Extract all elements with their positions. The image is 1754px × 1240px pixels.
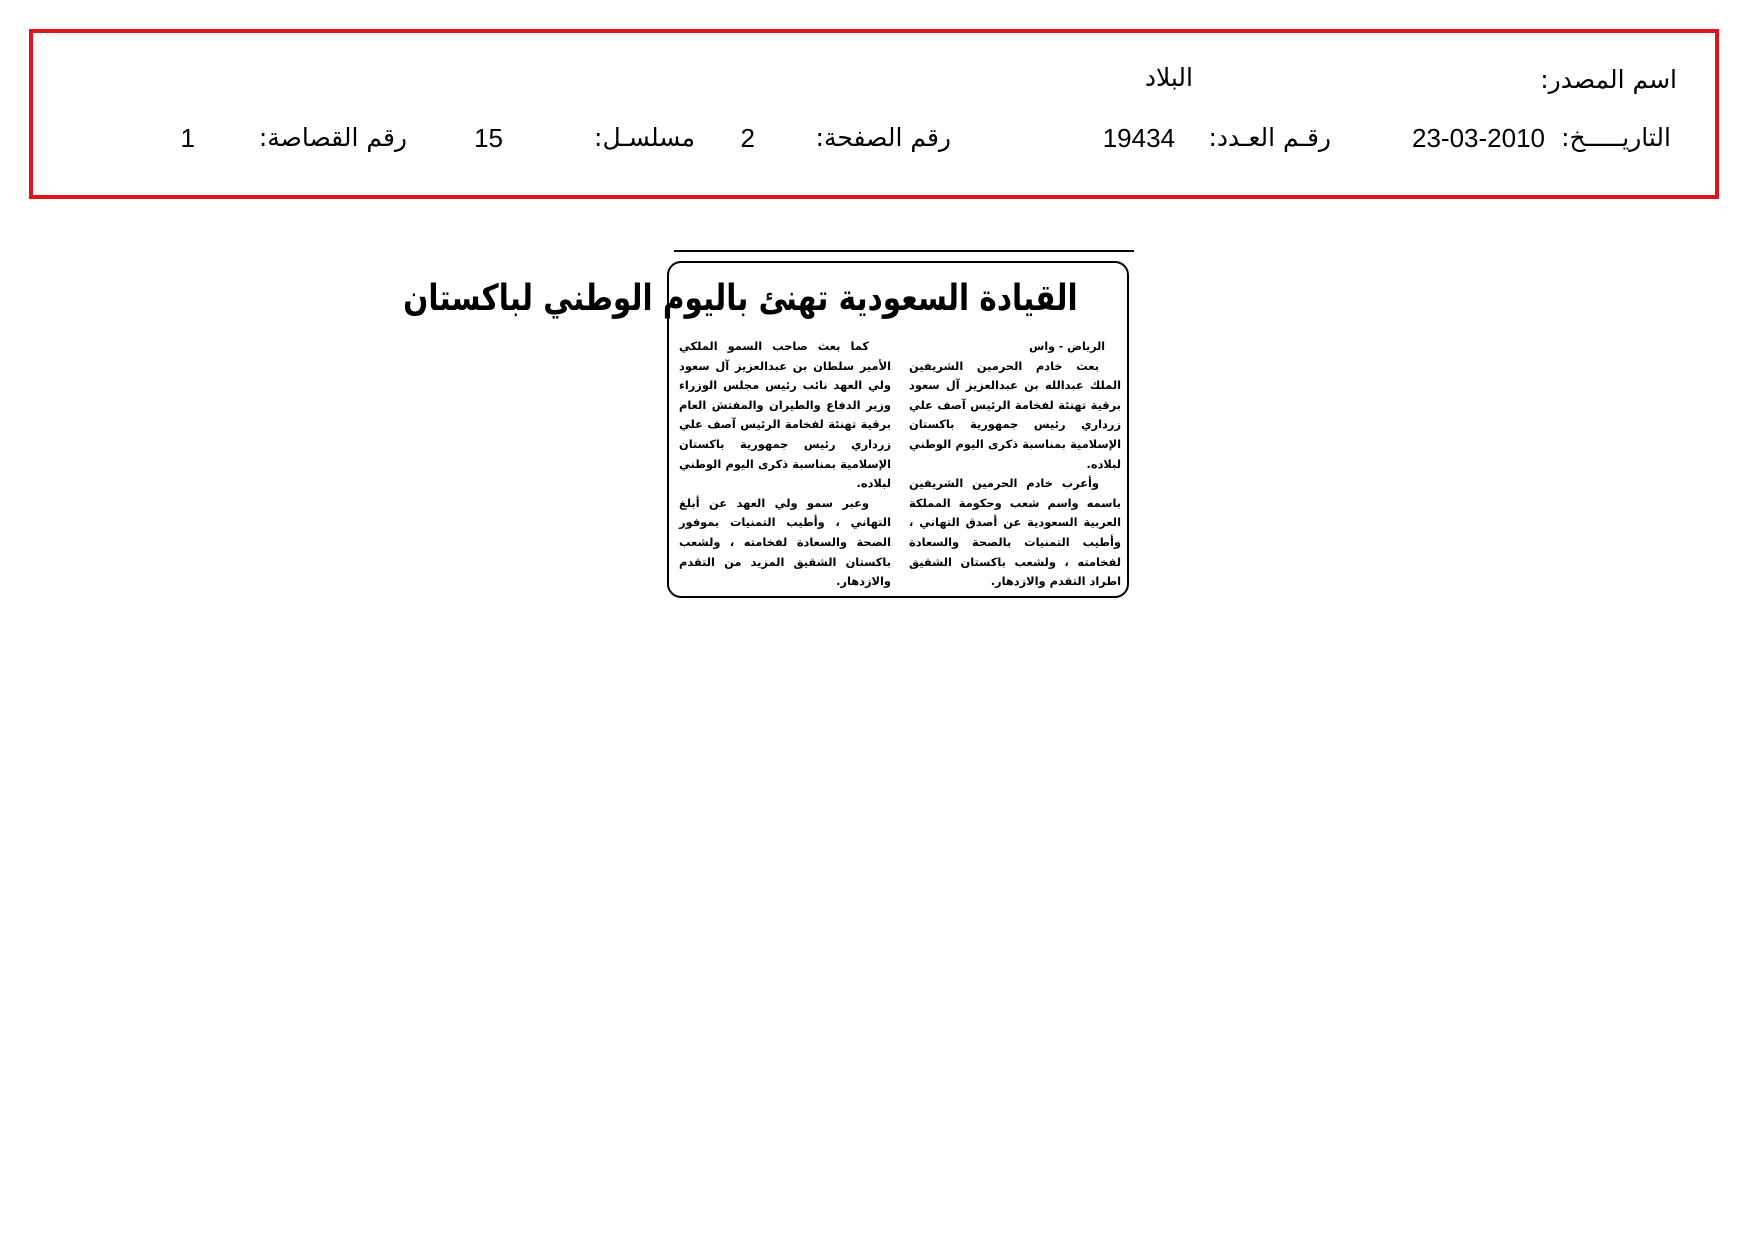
article-paragraph: وعبر سمو ولي العهد عن أبلغ التهاني ، وأطيب التمنيات بموفور الصحة والسعادة لفخامته ، ولشعب باكستان الشقيق المزيد من التقدم والازدهار. bbox=[679, 495, 891, 589]
serial-value: 15 bbox=[474, 123, 503, 153]
source-value: البلاد bbox=[1144, 63, 1193, 92]
issue-label: رقـم العـدد: bbox=[1208, 123, 1331, 152]
clip-top-rule bbox=[674, 250, 1134, 252]
clip-label: رقم القصاصة: bbox=[258, 123, 407, 152]
article-paragraph: كما بعث صاحب السمو الملكي الأمير سلطان بن عبدالعزيز آل سعود ولي العهد نائب رئيس مجلس الوزراء وزير الدفاع والطيران والمفتش العام برقية تهنئة لفخامة الرئيس آصف علي زرداري رئيس جمهورية باكستان الإسلامية بمناسبة ذكرى اليوم الوطني لبلاده. bbox=[679, 339, 891, 491]
source-label: اسم المصدر: bbox=[1540, 65, 1677, 94]
metadata-header-box bbox=[29, 29, 1719, 199]
article-paragraph: وأعرب خادم الحرمين الشريفين باسمه واسم شعب وحكومة المملكة العربية السعودية عن أصدق التهاني ، وأطيب التمنيات بالصحة والسعادة لفخامته ، ولشعب باكستان الشقيق اطراد التقدم والازدهار. bbox=[909, 476, 1121, 589]
serial-label: مسلسـل: bbox=[594, 123, 695, 152]
article-paragraph: بعث خادم الحرمين الشريفين الملك عبدالله بن عبدالعزيز آل سعود برقية تهنئة لفخامة الرئيس آصف علي زرداري رئيس جمهورية باكستان الإسلامية بمناسبة ذكرى اليوم الوطني لبلاده. bbox=[909, 358, 1121, 471]
page-label: رقم الصفحة: bbox=[815, 123, 951, 152]
clip-value: 1 bbox=[180, 123, 195, 153]
newspaper-clipping bbox=[403, 261, 1129, 598]
issue-value: 19434 bbox=[1102, 123, 1175, 153]
page-value: 2 bbox=[740, 123, 755, 153]
article-headline: القيادة السعودية تهنئ باليوم الوطني لباكستان bbox=[403, 278, 1078, 319]
date-value: 23-03-2010 bbox=[1412, 123, 1545, 153]
article-column-right bbox=[909, 337, 1121, 592]
date-label: التاريـــــخ: bbox=[1561, 123, 1671, 152]
article-dateline: الرياض - واس bbox=[1029, 340, 1105, 353]
article-column-left bbox=[679, 337, 891, 592]
